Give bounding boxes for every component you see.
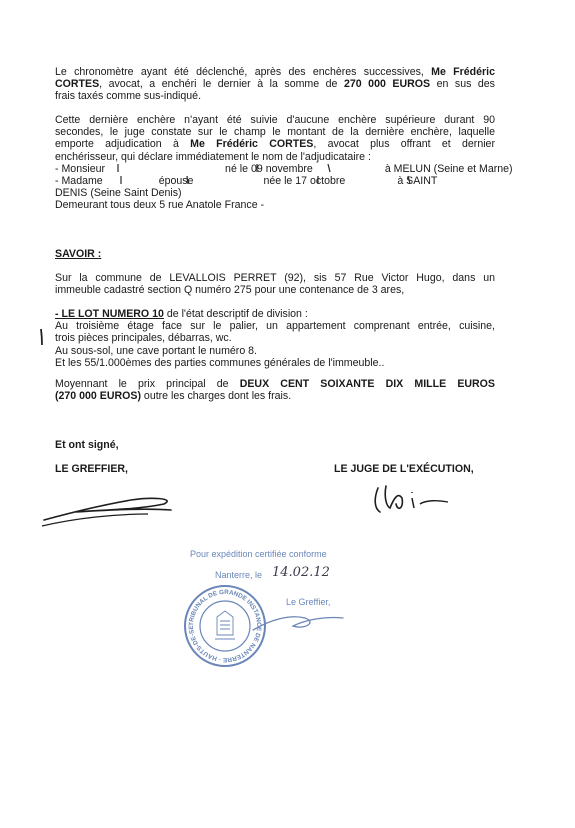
text-line: CORTES, avocat, a enchéri le dernier à la somme de 270 000 EUROS en sus des [55, 78, 495, 91]
svg-text:TRIBUNAL DE GRANDE INSTANCE DE: TRIBUNAL DE GRANDE INSTANCE DE NANTERRE · HAUTS-DE-SEINE [179, 578, 263, 664]
greffier-signature [36, 488, 186, 533]
text-line: Sur la commune de LEVALLOIS PERRET (92), sis 57 Rue Victor Hugo, dans un [55, 272, 495, 284]
text-line: Et les 55/1.000èmes des parties communes générales de l'immeuble.. [55, 356, 385, 369]
savoir-heading: SAVOIR : [55, 248, 102, 260]
text-line: emporte adjudication à Me Frédéric CORTES, avocat plus offrant et dernier [55, 138, 495, 151]
stamp-le-greffier: Le Greffier, [286, 597, 331, 607]
stamp-handwritten-date: 14.02.12 [272, 565, 330, 580]
text-line: Moyennant le prix principal de DEUX CENT SOIXANTE DIX MILLE EUROS [55, 378, 495, 390]
juge-signature [368, 478, 478, 523]
lot-title-line: - LE LOT NUMERO 10 de l'état descriptif de division : [55, 308, 308, 320]
stamp-signature-scribble [245, 600, 355, 640]
greffier-label: LE GREFFIER, [55, 463, 128, 475]
signed-label: Et ont signé, [55, 439, 119, 451]
text-line: Le chronomètre ayant été déclenché, après des enchères successives, Me Frédéric [55, 66, 495, 78]
paragraph-price [55, 378, 495, 402]
text-line: Au sous-sol, une cave portant le numéro 8. [55, 344, 257, 357]
text-line: Au troisième étage face sur le palier, un appartement comprenant entrée, cuisine, [55, 320, 495, 333]
buyer-line-2: - Madame épouse née le 17 octobre à SAINT [55, 175, 438, 188]
paragraph-property-location [55, 272, 495, 296]
text-line: frais taxés comme sus-indiqué. [55, 90, 202, 103]
margin-mark [38, 328, 46, 346]
text-line: secondes, le juge constate sur le champ le montant de la dernière enchère, laquelle [55, 126, 495, 139]
stamp-place-date-label: Nanterre, le [215, 570, 263, 580]
stamp-certified-copy: Pour expédition certifiée conforme [190, 549, 327, 559]
text-line: DENIS (Seine Saint Denis) [55, 187, 182, 200]
text-line: Cette dernière enchère n'ayant été suivie d'aucune enchère supérieure durant 90 [55, 114, 495, 126]
text-line: immeuble cadastré section Q numéro 275 pour une contenance de 3 ares, [55, 284, 405, 297]
paragraph-lot [55, 308, 495, 369]
text-line: (270 000 EUROS) outre les charges dont les frais. [55, 390, 292, 403]
buyer-line-1: - Monsieur né le 09 novembre à MELUN (Seine et Marne) [55, 162, 513, 175]
text-line: Demeurant tous deux 5 rue Anatole France - [55, 199, 265, 212]
juge-label: LE JUGE DE L'EXÉCUTION, [334, 463, 474, 475]
text-line: trois pièces principales, débarras, wc. [55, 332, 232, 345]
text-line: enchérisseur, qui déclare immédiatement le nom de l'adjudicataire : [55, 150, 371, 163]
